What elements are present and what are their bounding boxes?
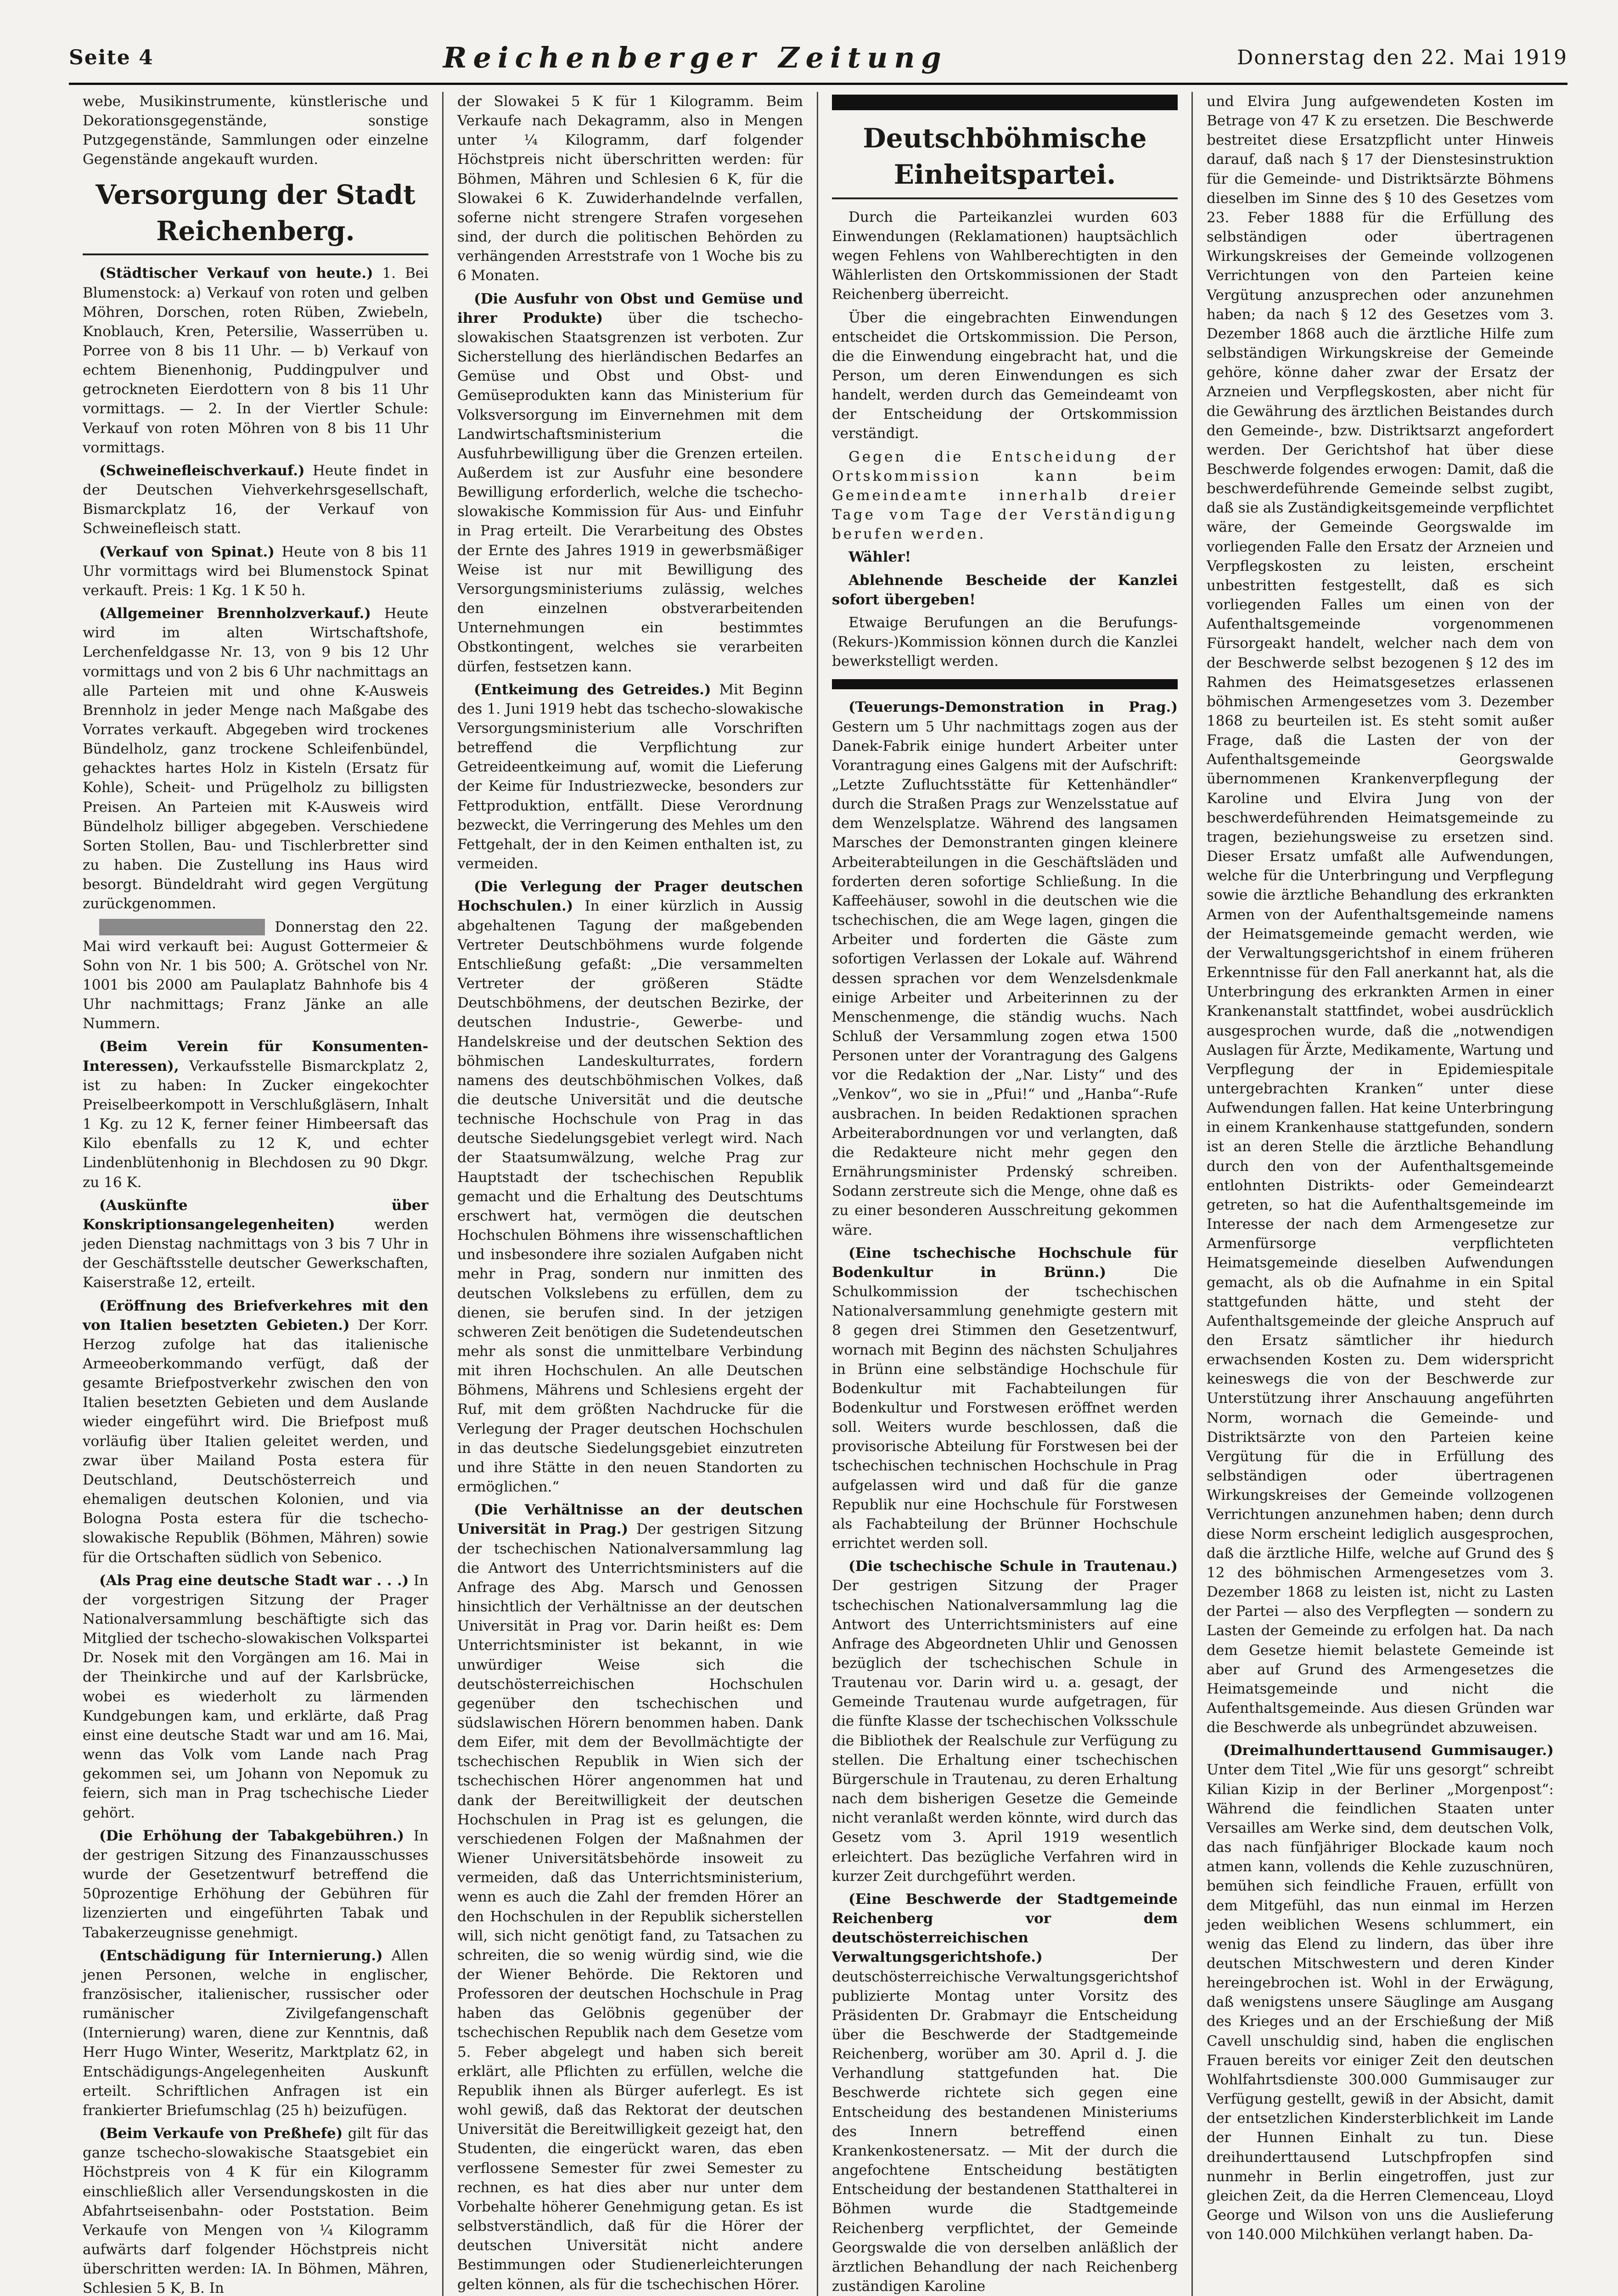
article-heading: (Entkeimung des Getreides.) xyxy=(474,681,711,698)
article-heading: (Auskünfte über Konskriptionsangelegenheiten) xyxy=(83,1197,428,1233)
article-paragraph xyxy=(457,289,803,676)
article-heading: (Eröffnung des Briefverkehres mit den von Italien besetzten Gebieten.) xyxy=(83,1297,428,1334)
column-3 xyxy=(818,92,1193,2296)
article-paragraph xyxy=(83,1037,428,1192)
article-text: Die Schulkommission der tschechischen Nationalversammlung genehmigte gestern mit 8 gegen drei Stimmen den Gesetzentwurf, wornach mit Beginn des nächsten Schuljahres in Brünn eine selbständige Hochschule für Bodenkultur mit Fachabteilungen für Bodenkultur und Forstwesen eröffnet werden soll. Weiters wurde beschlossen, daß die provisorische Abteilung für Forstwesen bei der tschechischen technischen Hochschule in Prag aufgelassen wird und daß für die ganze Republik nur eine Hochschule für Forstwesen als Fachabteilung der Brünner Hochschule errichtet werden soll. xyxy=(832,1264,1178,1552)
article-text: gilt für das ganze tschecho-slowakische Staatsgebiet ein Höchstpreis von 4 K für ein Kilogramm einschließlich aller Versendungskosten in die Abfahrtseisenbahn- oder Poststation. Beim Verkaufe von Mengen von ¼ Kilogramm aufwärts darf folgender Höchstpreis nicht überschritten werden: IA. In Böhmen, Mähren, Schlesien 5 K, B. In xyxy=(83,2125,428,2296)
issue-date: Donnerstag den 22. Mai 1919 xyxy=(1237,45,1567,69)
article-text: Gestern um 5 Uhr nachmittags zogen aus der Danek-Fabrik einige hundert Arbeiter unter Vorantragung eines Galgens mit der Aufschrift: „Letzte Zufluchtsstätte für Kettenhändler“ durch die Straßen Prags zur Wenzelsstatue auf dem Wenzelsplatze. Während des langsamen Marsches der Demonstranten gingen kleinere Arbeiterabteilungen in die Geschäftsläden und forderten deren sofortige Schließung. In die Kaffeehäuser, sowohl in die deutschen wie die tschechischen, die am Wege lagen, gingen die Arbeiter und forderten die Gäste zum sofortigen Verlassen der Lokale auf. Während dessen sprachen vor dem Wenzelsdenkmale einige Arbeiter und Arbeiterinnen zu der Menschenmenge, die ständig wuchs. Nach Schluß der Versammlung zogen etwa 1500 Personen unter der Vorantragung des Galgens vor die Redaktion der „Nar. Listy“ und des „Venkov“, wo sie in „Pfui!“ und „Hanba“-Rufe ausbrachen. In beiden Redaktionen sprachen Arbeiterabordnungen vor und verlangten, daß die Redakteure nicht mehr gegen den Ernährungsminister Prdenský schreiben. Sodann zerstreute sich die Menge, ohne daß es zu einer besonderen Ausschreitung gekommen wäre. xyxy=(832,718,1178,1238)
section-title: Versorgung der Stadt Reichenberg. xyxy=(83,177,428,256)
column-2 xyxy=(444,92,818,2296)
masthead xyxy=(69,32,1567,85)
article-text: Der gestrigen Sitzung der tschechischen Nationalversammlung lag die Antwort des Unterrichtsministers auf die Anfrage des Abg. Marsch und Genossen hinsichtlich der Verhältnisse an der deutschen Universität in Prag vor. Darin heißt es: Dem Unterrichtsminister ist bekannt, in wie unwürdiger Weise sich die deutschösterreichischen Hochschulen gegenüber den tschechischen und südslawischen Hörern benommen haben. Dank dem Eifer, mit dem der Bevollmächtigte der tschechischen Republik in Wien sich der tschechischen Hörer angenommen hat und dank der Bereitwilligkeit der deutschen Hochschulen in Prag ist es gelungen, die verschiedenen Folgen der Maßnahmen der Wiener Universitätsbehörde insoweit zu vermeiden, daß das Unterrichtsministerium, wenn es auch die Zahl der fremden Hörer an den Hochschulen in der Republik sicherstellen will, sich nicht genötigt fand, zu Tatsachen zu schreiten, die so wenig würdig sind, wie die der Wiener Behörde. Die Rektoren und Professoren der deutschen Hochschule in Prag haben das Gelöbnis gegenüber der tschechischen Republik nach dem Gesetze vom 5. Feber abgelegt und haben sich bereit erklärt, alle Pflichten zu erfüllen, welche die Republik ihnen als Bürger auferlegt. Es ist wohl gewiß, daß das Rektorat der deutschen Universität die Bereitwilligkeit gezeigt hat, den Studenten, die eingerückt waren, das eben verflossene Semester für zwei Semester zu rechnen, es hat dies aber nur unter dem Vorbehalte höherer Genehmigung getan. Es ist selbstverständlich, daß für die Hörer der deutschen Universität nicht andere Bestimmungen oder Studienerleichterungen gelten können, als für die tschechischen Hörer. xyxy=(457,1521,803,2293)
page-label: Seite 4 xyxy=(69,45,154,69)
article-paragraph xyxy=(83,1571,428,1823)
article-heading: (Die Erhöhung der Tabakgebühren.) xyxy=(99,1827,404,1844)
article-text: werden jeden Dienstag nachmittags von 3 bis 7 Uhr in der Geschäftsstelle deutscher Gewerkschaften, Kaiserstraße 12, erteilt. xyxy=(83,1216,428,1291)
article-text: über die tschecho-slowakischen Staatsgrenzen ist verboten. Zur Sicherstellung des hierländischen Bedarfes an Gemüse und Obst und Obst- und Gemüseprodukten kann das Ministerium für Volksversorgung im Einvernehmen mit dem Landwirtschaftsministerium die Ausfuhrbewilligung über die Grenzen erteilen. Außerdem ist zur Ausfuhr eine besondere Bewilligung erforderlich, welche die tschecho-slowakische Kommission für Aus- und Einfuhr in Prag erteilt. Die Verarbeitung des Obstes der Ernte des Jahres 1919 in gewerbsmäßiger Weise ist nur mit Bewilligung des Versorgungsministeriums zulässig, welches den einzelnen obstverarbeitenden Unternehmungen ein bestimmtes Obstkontingent, welches sie verarbeiten dürfen, festsetzen kann. xyxy=(457,310,803,675)
article-text: 1. Bei Blumenstock: a) Verkauf von roten und gelben Möhren, Dorschen, roten Rüben, Zwiebeln, Knoblauch, Kren, Petersilie, Wasserrüben u. Porree von 8 bis 11 Uhr. — b) Verkauf von echtem Bienenhonig, Puddingpulver und getrockneten Eierdottern von 8 bis 11 Uhr vormittags. — 2. In der Viertler Schule: Verkauf von roten Möhren von 8 bis 11 Uhr vormittags. xyxy=(83,265,428,456)
article-heading: (Beim Verein für Konsumenten-Interessen), xyxy=(83,1038,428,1075)
article-heading: (Die Verhältnisse an der deutschen Universität in Prag.) xyxy=(457,1502,803,1538)
article-text: Allen jenen Personen, welche in englischer, französischer, italienischer, russischer oder rumänischer Zivilgefangenschaft (Internierung) waren, diene zur Kenntnis, daß Herr Hugo Winter, Weseritz, Marktplatz 62, in Entschädigungs-Angelegenheiten Auskunft erteilt. Schriftlichen Anfragen ist ein frankierter Briefumschlag (25 h) beizufügen. xyxy=(83,1947,428,2119)
article-paragraph xyxy=(83,1946,428,2120)
article-heading: (Beim Verkaufe von Preßhefe) xyxy=(99,2125,343,2142)
article-columns xyxy=(69,92,1567,2296)
article-text: Über die eingebrachten Einwendungen entscheidet die Ortskommission. Die Person, die die Einwendung eingebracht hat, und die Person, um deren Einwendungen es sich handelt, werden durch das Gemeindeamt von der Entscheidung der Ortskommission verständigt. xyxy=(832,309,1178,442)
article-heading: (Die Verlegung der Prager deutschen Hochschulen.) xyxy=(457,878,803,915)
article-heading: (Dreimalhunderttausend Gummisauger.) xyxy=(1223,1742,1554,1759)
article-paragraph xyxy=(83,1296,428,1567)
article-paragraph xyxy=(83,1826,428,1942)
article-text: Durch die Parteikanzlei wurden 603 Einwendungen (Reklamationen) hauptsächlich wegen Fehlens von Wahlberechtigten in den Wählerlisten den Ortskommissionen der Stadt Reichenberg überreicht. xyxy=(832,208,1178,303)
article-paragraph xyxy=(83,604,428,914)
article-text: Der Korr. Herzog zufolge hat das italienische Armeeoberkommando verfügt, daß der gesamte Briefpostverkehr zwischen den von Italien besetzten Gebieten und dem Auslande wieder eingeführt wird. Die Briefpost muß vorläufig über Italien geleitet werden, und zwar über Mailand Posta estera für Deutschland, Deutschösterreich und ehemaligen deutschen Kolonien, und via Bologna Posta estera für die tschecho-slowakische Republik (Böhmen, Mähren) sowie für die Ortschaften südlich von Sebenico. xyxy=(83,1317,429,1566)
article-paragraph xyxy=(83,264,428,457)
article-text: Heute findet in der Deutschen Viehverkehrsgesellschaft, Bismarckplatz 16, der Verkauf von Schweinefleisch statt. xyxy=(83,462,428,537)
article-paragraph xyxy=(457,680,803,874)
article-heading: (Allgemeiner Brennholzverkauf.) xyxy=(99,605,371,622)
article-heading: (Eine Beschwerde der Stadtgemeinde Reichenberg vor dem deutschösterreichischen Verwaltungsgerichtshofe.) xyxy=(832,1891,1178,1966)
article-text: und Elvira Jung aufgewendeten Kosten im Betrage von 47 K zu ersetzen. Die Beschwerde bestreitet diese Ersatzpflicht unter Hinweis darauf, daß nach § 17 der Dienstesinstruktion für die Gemeinde- und Distriktsärzte Böhmens dieselben im Sinne des § 10 des Gesetzes vom 23. Feber 1888 für die Erfüllung des selbständigen oder übertragenen Wirkungskreises der Gemeinde vollzogenen Verrichtungen von den Parteien keine Vergütung anzusprechen oder anzunehmen haben; da nach § 12 des Gesetzes vom 3. Dezember 1868 auch die ärztliche Hilfe zum selbständigen Wirkungskreise der Gemeinde gehöre, könne daher zwar der Ersatz der Arzneien und Verpflegskosten, aber nicht für die Gewährung des ärztlichen Beistandes durch den Gemeinde-, bzw. Distriktsarzt angefordert werden. Der Gerichtshof hat über diese Beschwerde folgendes erwogen: Damit, daß die beschwerdeführende Gemeinde selbst zugibt, daß sie als Zuständigkeitsgemeinde verpflichtet wäre, der Gemeinde Georgswalde im vorliegenden Falle den Ersatz der Arzneien und Verpflegskosten zu leisten, erscheint unbestritten festgestellt, daß es sich vorliegenden Falles um einen von der Aufenthaltsgemeinde vorgenommenen Fürsorgeakt handelt, welcher nach dem von der Beschwerde selbst bezogenen § 12 des im Rahmen des Heimatsgesetzes erlassenen böhmischen Armengesetzes vom 3. Dezember 1868 zu beurteilen ist. Es steht somit außer Frage, daß die Lasten der von der Aufenthaltsgemeinde Georgswalde übernommenen Krankenverpflegung der Karoline und Elvira Jung von der beschwerdeführenden Heimatsgemeinde zu tragen, beziehungsweise zu ersetzen sind. Dieser Ersatz umfaßt alle Aufwendungen, welche für die Unterbringung und Verpflegung sowie die ärztliche Behandlung des erkrankten Armen von der Aufenthaltsgemeinde namens der Heimatsgemeinde gemacht werden, wie der Verwaltungsgerichtshof in einem früheren Erkenntnisse für den Fall anerkannt hat, als die Unterbringung des erkrankten Armen in einer Krankenanstalt stattfindet, wobei ausdrücklich ausgesprochen wurde, daß die „notwendigen Auslagen für Ärzte, Medikamente, Wartung und Verpflegung der in Epidemiespitale untergebrachten Kranken“ unter diese Aufwendungen fallen. Hat keine Unterbringung in einem Krankenhause stattgefunden, sondern ist an deren Stelle die ärztliche Behandlung durch den von der Aufenthaltsgemeinde entlohnten Distrikts- oder Gemeindearzt getreten, so hat die Aufenthaltsgemeinde im Interesse der nach dem Armengesetze zur Armenfürsorge verpflichteten Heimatsgemeinde dieselben Aufwendungen gemacht, als ob die Aufnahme in ein Spital stattgefunden hätte, und steht der Aufenthaltsgemeinde der gleiche Anspruch auf den Ersatz sämtlicher ihr hiedurch erwachsenden Kosten zu. Dem widerspricht keineswegs die von der Beschwerde zur Unterstützung ihrer Anschauung angeführten Norm, wornach die Gemeinde- und Distriktsärzte von den Parteien keine Vergütung für die in Erfüllung des selbständigen oder übertragenen Wirkungskreises der Gemeinde vollzogenen Verrichtungen anzunehmen haben; denn durch diese Norm erscheint lediglich ausgesprochen, daß die ärztliche Hilfe, welche auf Grund des § 12 des böhmischen Armengesetzes vom 3. Dezember 1868 zu leisten ist, nicht zu Lasten der Partei — also des Verpflegten — sondern zu Lasten der Gemeinde zu erfolgen hat. Da nach dem Gesetze hiemit belastete Gemeinde ist aber auf Grund des Armengesetzes die Heimatsgemeinde und nicht die Aufenthaltsgemeinde. Aus diesen Gründen war die Beschwerde als unbegründet abzuweisen. xyxy=(1207,93,1554,1736)
article-text: der Slowakei 5 K für 1 Kilogramm. Beim Verkaufe nach Dekagramm, also in Mengen unter ¼ Kilogramm, darf folgender Höchstpreis nicht überschritten werden: für Böhmen, Mähren und Schlesien 6 K, für die Slowakei 6 K. Zuwiderhandelnde verfallen, soferne nicht strengere Strafen vorgesehen sind, der durch die politischen Behörden zu verhängenden Arreststrafe von 1 Woche bis zu 6 Monaten. xyxy=(457,93,803,284)
article-text: Mit Beginn des 1. Juni 1919 hebt das tschecho-slowakische Versorgungsministerium alle Vorschriften betreffend die Verpflichtung zur Getreideentkeimung auf, womit die Lieferung der Keime für Industriezwecke, besonders zur Fettproduktion, entfällt. Diese Verordnung bezweckt, die Verringerung des Mehles um den Fettgehalt, der in den Keimen enthalten ist, zu vermeiden. xyxy=(457,681,803,872)
article-text: Etwaige Berufungen an die Berufungs-(Rekurs-)Kommission können durch die Kanzlei bewerkstelligt werden. xyxy=(832,614,1178,670)
article-text: Heute von 8 bis 11 Uhr vormittags wird bei Blumenstock Spinat verkauft. Preis: 1 Kg. 1 K 50 h. xyxy=(83,543,428,599)
column-1 xyxy=(69,92,444,2296)
article-paragraph xyxy=(83,2124,428,2296)
article-paragraph xyxy=(83,542,428,600)
article-text: webe, Musikinstrumente, künstlerische und Dekorationsgegenstände, sonstige Putzgegenstände, Sammlungen oder einzelne Gegenstände angekauft wurden. xyxy=(83,93,428,168)
paper-name: Reichenberger Zeitung xyxy=(443,40,948,74)
article-text: Ablehnende Bescheide der Kanzlei sofort übergeben! xyxy=(832,572,1178,608)
article-text: Verkaufsstelle Bismarckplatz 2, ist zu haben: In Zucker eingekochter Preiselbeerkompott in Verschlußgläsern, Inhalt 1 Kg. zu 12 K, ferner feiner Himbeersaft das Kilo ebenfalls zu 12 K, und echter Lindenblütenhonig in Blechdosen zu 90 Dkgr. zu 16 K. xyxy=(83,1058,428,1191)
article-paragraph xyxy=(83,917,428,1034)
article-text: In einer kürzlich in Aussig abgehaltenen Tagung der maßgebenden Vertreter Deutschböhmens wurde folgende Entschließung gefaßt: „Die versammelten Vertreter der größeren Städte Deutschböhmens, der deutschen Bezirke, der deutschen Industrie-, Gewerbe- und Handelskreise und der deutschen Sektion des böhmischen Landeskulturrates, fordern namens des deutschböhmischen Volkes, daß die deutsche Universität und die deutsche technische Hochschule von Prag in das deutsche Siedelungsgebiet verlegt wird. Nach der Staatsumwälzung, welche Prag zur Hauptstadt der tschechischen Republik gemacht und die Erhaltung des Deutschtums erschwert hat, vermögen die deutschen Hochschulen Böhmens ihre wissenschaftlichen und insbesondere ihre sozialen Aufgaben nicht mehr in Prag, sondern nur inmitten des deutschen Volkslebens zu erfüllen, dem zu dienen, sie berufen sind. In der jetzigen schweren Zeit benötigen die Sudetendeutschen mehr als sonst die unmittelbare Verbindung mit ihren Hochschulen. An alle Deutschen Böhmens, Mährens und Schlesiens ergeht der Ruf, mit dem größten Nachdrucke für die Verlegung der Prager deutschen Hochschulen in das deutsche Siedelungsgebiet einzutreten und ihre Stätte in den neuen Standorten zu ermöglichen.“ xyxy=(457,898,803,1496)
article-heading: (Städtischer Verkauf von heute.) xyxy=(99,265,373,282)
article-text: In der gestrigen Sitzung des Finanzausschusses wurde der Gesetzentwurf betreffend die 50prozentige Erhöhung der Gebühren für lizenzierten und eingeführten Tabak und Tabakerzeugnisse genehmigt. xyxy=(83,1827,429,1941)
article-heading: (Verkauf von Spinat.) xyxy=(99,543,275,560)
article-heading: (Die Ausfuhr von Obst und Gemüse und ihrer Produkte) xyxy=(457,290,803,326)
article-text: Gegen die Entscheidung der Ortskommission kann beim Gemeindeamte innerhalb dreier Tage vom Tage der Verständigung berufen werden. xyxy=(832,448,1178,543)
article-text: Unter dem Titel „Wie für uns gesorgt“ schreibt Kilian Kizip in der Berliner „Morgenpost“: Während die feindlichen Staaten unter Versailles am Werke sind, dem deutschen Volk, das nach fünfjähriger Blockade kaum noch atmen kann, vollends die Kehle zuzuschnüren, bemühen sich feindliche Frauen, erfüllt von dem Mitgefühl, das nun einmal im Herzen jeden weiblichen Wesens schlummert, ein wenig das Elend zu lindern, das über ihre deutschen Mitschwestern und deren Kinder hereingebrochen ist. Wohl in der Erwägung, daß wenigstens unsere Säuglinge am Ausgang des Krieges und an der Erschießung der Miß Cavell unschuldig sind, haben die englischen Frauen bereits vor einiger Zeit den deutschen Wohlfahrtsdienste 300.000 Gummisauger zur Verfügung gestellt, gewiß in der Absicht, damit der entsetzlichen Kindersterblichkeit im Lande der Hunnen Einhalt zu tun. Diese dreihunderttausend Lutschpfropfen sind nunmehr in Berlin eingetroffen, just zur gleichen Zeit, da die Herren Clemenceau, Lloyd George und Wilson von uns die Auslieferung von 140.000 Milchkühen verlangt haben. Da- xyxy=(1207,1761,1554,2243)
article-heading: (Kohlenversorgung.) xyxy=(99,918,265,935)
article-text: Der gestrigen Sitzung der Prager tschechischen Nationalversammlung lag die Antwort des Unterrichtsministers auf eine Anfrage des Abgeordneten Uhlir und Genossen bezüglich der tschechischen Schule in Trautenau vor. Darin wird u. a. gesagt, der Gemeinde Trautenau wurde aufgetragen, für die fünfte Klasse der tschechischen Volksschule die Bibliothek der Realschule zur Verfügung zu stellen. Die Erhaltung einer tschechischen Bürgerschule in Trautenau, zu deren Erhaltung nach dem bisherigen Gesetze die Gemeinde nicht veranlaßt werden könnte, wird durch das Gesetz vom 3. April 1919 wesentlich erleichtert. Das bezügliche Verfahren wird in kurzer Zeit durchgeführt werden. xyxy=(832,1577,1178,1885)
article-paragraph xyxy=(83,461,428,539)
article-text: Donnerstag den 22. Mai wird verkauft bei: August Gottermeier & Sohn von Nr. 1 bis 500; A. Grötschel von Nr. 1001 bis 2000 am Paulaplatz Bahnhofe bis 4 Uhr nachmittags; Franz Jänke an alle Nummern. xyxy=(83,918,428,1032)
article-paragraph xyxy=(832,698,1178,1239)
article-text: Heute wird im alten Wirtschaftshofe, Lerchenfeldgasse Nr. 13, von 9 bis 12 Uhr vormittags und von 2 bis 6 Uhr nachmittags an alle Parteien mit und ohne K-Ausweis Brennholz in jeder Menge nach Maßgabe des Vorrates verkauft. Abgegeben wird trockenes Bündelholz, ganz trockene Schleifenbündel, gehacktes hartes Holz in Kisteln (Ersatz für Kohle), Scheit- und Prügelholz zu billigsten Preisen. An Parteien mit K-Ausweis wird Bündelholz billiger abgegeben. Verschiedene Sorten Stollen, Bau- und Tischlerbretter sind zu haben. Die Zustellung ins Haus wird besorgt. Bündeldraht wird gegen Vergütung zurückgenommen. xyxy=(83,605,429,912)
section-title: Deutschböhmische Einheitspartei. xyxy=(832,120,1178,199)
article-heading: (Die tschechische Schule in Trautenau.) xyxy=(848,1558,1178,1575)
column-4 xyxy=(1193,92,1567,2296)
article-paragraph xyxy=(832,1244,1178,1553)
article-paragraph xyxy=(457,1500,803,2294)
article-text: Wähler! xyxy=(848,549,911,566)
article-heading: (Als Prag eine deutsche Stadt war . . .) xyxy=(99,1572,409,1589)
article-text: In der vorgestrigen Sitzung der Prager Nationalversammlung beschäftigte sich das Mitglied der tschecho-slowakischen Volkspartei Dr. Nosek mit den Vorgängen am 16. Mai in der Theinkirche und auf der Karlsbrücke, wobei es wiederholt zu lärmenden Kundgebungen kam, und erklärte, daß Prag einst eine deutsche Stadt war und am 16. Mai, wenn das Volk vom Lande nach Prag gekommen sei, um Johann von Nepomuk zu feiern, sich man in Prag tschechische Lieder gehört. xyxy=(83,1572,428,1821)
article-paragraph xyxy=(832,1890,1178,2296)
article-heading: (Eine tschechische Hochschule für Bodenkultur in Brünn.) xyxy=(832,1244,1178,1281)
article-paragraph xyxy=(1207,1741,1554,2244)
article-paragraph xyxy=(832,1557,1178,1886)
article-paragraph xyxy=(83,1196,428,1293)
article-heading: (Entschädigung für Internierung.) xyxy=(99,1947,383,1964)
article-heading: (Schweinefleischverkauf.) xyxy=(99,462,305,479)
article-text: Der deutschösterreichische Verwaltungsgerichtshof publizierte Montag unter Vorsitz des Präsidenten Dr. Grabmayr die Entscheidung über die Beschwerde der Stadtgemeinde Reichenberg, worüber am 30. April d. J. die Verhandlung stattgefunden hat. Die Beschwerde richtete sich gegen eine Entscheidung des bestandenen Ministeriums des Innern betreffend einen Krankenkostenersatz. — Mit der durch die angefochtene Entscheidung bestätigten Entscheidung der bestandenen Statthalterei in Böhmen wurde die Stadtgemeinde Reichenberg verpflichtet, der Gemeinde Georgswalde die von derselben anläßlich der ärztlichen Behandlung der nach Reichenberg zuständigen Karoline xyxy=(832,1949,1178,2295)
column-rule xyxy=(832,95,1178,110)
article-paragraph xyxy=(457,877,803,1497)
column-rule xyxy=(832,679,1178,689)
article-heading: (Teuerungs-Demonstration in Prag.) xyxy=(848,699,1178,716)
